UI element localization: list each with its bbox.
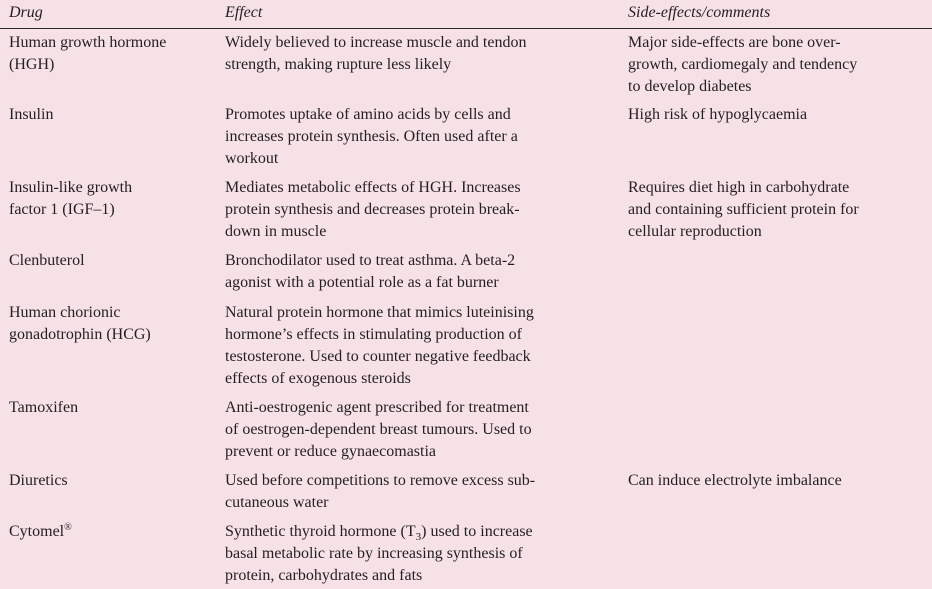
drug-cell bbox=[9, 521, 217, 543]
comments-cell: Major side-effects are bone over- growth, cardiomegaly and tendency to develop diabetes bbox=[628, 34, 858, 95]
drug-cell: Human chorionic gonadotrophin (HCG) bbox=[9, 304, 151, 343]
effect-cell: Used before competitions to remove excess sub- cutaneous water bbox=[225, 472, 536, 511]
drug-cell: Human growth hormone (HGH) bbox=[9, 34, 167, 73]
effect-cell bbox=[225, 521, 615, 587]
effect-cell: Bronchodilator used to treat asthma. A beta-2 agonist with a potential role as a fat burner bbox=[225, 252, 516, 291]
table-header-row bbox=[0, 0, 932, 29]
effect-text-part1: Synthetic thyroid hormone (T bbox=[225, 523, 416, 540]
header-effect: Effect bbox=[225, 4, 263, 21]
registered-mark: ® bbox=[64, 522, 72, 533]
comments-cell: Requires diet high in carbohydrate and containing sufficient protein for cellular reproduction bbox=[628, 179, 859, 240]
drug-cell: Tamoxifen bbox=[9, 399, 79, 416]
comments-cell: Can induce electrolyte imbalance bbox=[628, 472, 842, 489]
effect-cell: Natural protein hormone that mimics luteinising hormone’s effects in stimulating production of testosterone. Used to counter negative feedback effects of exogenous steroids bbox=[225, 304, 534, 387]
comments-cell: High risk of hypoglycaemia bbox=[628, 106, 808, 123]
effect-cell: Mediates metabolic effects of HGH. Increases protein synthesis and decreases protein break- down in muscle bbox=[225, 179, 521, 240]
effect-subscript: 3 bbox=[415, 531, 422, 543]
drug-cell: Insulin bbox=[9, 106, 54, 123]
header-comments: Side-effects/comments bbox=[628, 4, 771, 21]
drug-cell: Diuretics bbox=[9, 472, 68, 489]
effect-text-part2: ) used to increase basal metabolic rate by increasing synthesis of protein, carbohydrates and fats bbox=[225, 523, 533, 584]
drug-cell: Insulin-like growth factor 1 (IGF–1) bbox=[9, 179, 133, 218]
drug-name: Cytomel bbox=[9, 523, 65, 540]
effect-cell: Widely believed to increase muscle and tendon strength, making rupture less likely bbox=[225, 34, 527, 73]
header-drug: Drug bbox=[9, 4, 43, 21]
effect-cell: Promotes uptake of amino acids by cells and increases protein synthesis. Often used after a workout bbox=[225, 106, 518, 167]
effect-cell: Anti-oestrogenic agent prescribed for treatment of oestrogen-dependent breast tumours. Used to prevent or reduce gynaecomastia bbox=[225, 399, 532, 460]
drug-cell: Clenbuterol bbox=[9, 252, 85, 269]
